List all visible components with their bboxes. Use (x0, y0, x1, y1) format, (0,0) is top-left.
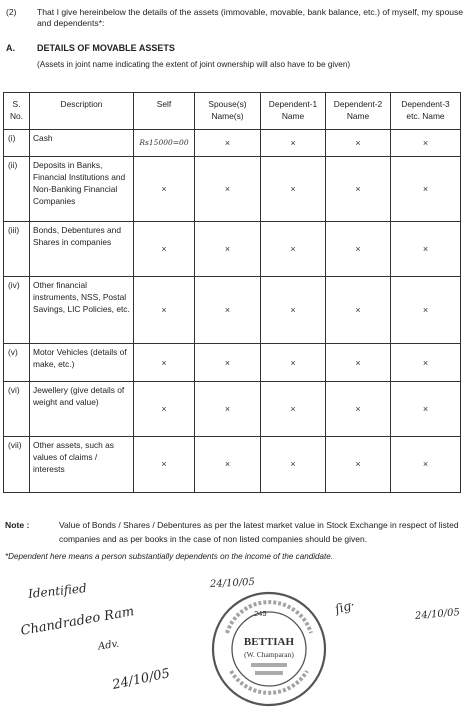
cash-amount-handwritten: Rs15000=00 (134, 130, 195, 157)
header-dependent-3: Dependent-3 etc. Name (391, 93, 461, 130)
cross-mark: × (326, 156, 391, 222)
handwritten-date: 24/10/05 (111, 666, 172, 693)
cross-mark: × (261, 222, 326, 276)
footnote: *Dependent here means a person substantially dependents on the income of the candidate. (5, 552, 334, 561)
cross-mark: × (326, 382, 391, 436)
row-description: Jewellery (give details of weight and value) (30, 382, 134, 436)
row-description: Bonds, Debentures and Shares in companies (30, 222, 134, 276)
cross-mark: × (195, 436, 261, 492)
cross-mark: × (195, 344, 261, 382)
table-row (4, 344, 461, 382)
cross-mark: × (195, 276, 261, 344)
row-description: Cash (30, 130, 134, 157)
table-row (4, 156, 461, 222)
row-description: Motor Vehicles (details of make, etc.) (30, 344, 134, 382)
cross-mark: × (391, 276, 461, 344)
row-description: Other assets, such as values of claims / interests (30, 436, 134, 492)
cross-mark: × (261, 382, 326, 436)
cross-mark: × (134, 344, 195, 382)
section-subtitle: (Assets in joint name indicating the extent of joint ownership will also have to be given) (37, 60, 351, 69)
table-row (4, 382, 461, 436)
cross-mark: × (261, 276, 326, 344)
header-dependent-1: Dependent-1 Name (261, 93, 326, 130)
note-label: Note : (5, 520, 30, 530)
row-sno: (v) (4, 344, 30, 382)
cross-mark: × (326, 276, 391, 344)
note-text: Value of Bonds / Shares / Debentures as per the latest market value in Stock Exchange in respect of listed companies and as per books in the case of non listed companies should be given. (59, 520, 459, 544)
cross-mark: × (391, 436, 461, 492)
cross-mark: × (195, 130, 261, 157)
intro-number: (2) (6, 7, 17, 17)
header-description: Description (30, 93, 134, 130)
cross-mark: × (195, 222, 261, 276)
movable-assets-table (3, 92, 461, 493)
stamp-line-2: (W. Champaran) (244, 650, 294, 659)
row-sno: (iii) (4, 222, 30, 276)
cross-mark: × (261, 436, 326, 492)
section-letter: A. (6, 43, 15, 53)
row-sno: (i) (4, 130, 30, 157)
handwritten-identified: Identified (27, 580, 88, 602)
header-spouse: Spouse(s) Name(s) (195, 93, 261, 130)
cross-mark: × (326, 130, 391, 157)
header-dependent-2: Dependent-2 Name (326, 93, 391, 130)
cross-mark: × (391, 130, 461, 157)
cross-mark: × (195, 382, 261, 436)
cross-mark: × (326, 222, 391, 276)
cross-mark: × (195, 156, 261, 222)
cross-mark: × (391, 344, 461, 382)
row-sno: (vi) (4, 382, 30, 436)
handwritten-date-top: 24/10/05 (209, 576, 256, 591)
page-number: 245 (254, 609, 267, 618)
handwritten-signature-suffix: Adv. (97, 638, 120, 653)
table-row (4, 436, 461, 492)
row-sno: (vii) (4, 436, 30, 492)
row-sno: (iv) (4, 276, 30, 344)
cross-mark: × (391, 156, 461, 222)
cross-mark: × (134, 382, 195, 436)
row-description: Other financial instruments, NSS, Postal Savings, LIC Policies, etc. (30, 276, 134, 344)
section-title: DETAILS OF MOVABLE ASSETS (37, 43, 175, 53)
row-description: Deposits in Banks, Financial Institutions and Non-Banking Financial Companies (30, 156, 134, 222)
note (5, 518, 465, 544)
intro-text: That I give hereinbelow the details of the assets (immovable, movable, bank balance, etc.) of myself, my spouse and dependents*: (37, 7, 464, 28)
cross-mark: × (134, 156, 195, 222)
handwritten-signature: Chandradeo Ram (19, 604, 136, 639)
handwritten-date-right: 24/10/05 (414, 607, 461, 622)
cross-mark: × (134, 436, 195, 492)
stamp-line-1: BETTIAH (243, 636, 295, 648)
cross-mark: × (261, 344, 326, 382)
table-header-row (4, 93, 461, 130)
header-sno: S. No. (4, 93, 30, 130)
row-sno: (ii) (4, 156, 30, 222)
cross-mark: × (391, 382, 461, 436)
cross-mark: × (326, 436, 391, 492)
cross-mark: × (261, 130, 326, 157)
table-row (4, 222, 461, 276)
cross-mark: × (134, 222, 195, 276)
cross-mark: × (261, 156, 326, 222)
cross-mark: × (134, 276, 195, 344)
notary-stamp (209, 589, 329, 709)
cross-mark: × (326, 344, 391, 382)
handwritten-signature-right: ſiɡ· (333, 597, 357, 617)
cross-mark: × (391, 222, 461, 276)
table-row (4, 130, 461, 157)
header-self: Self (134, 93, 195, 130)
table-row (4, 276, 461, 344)
